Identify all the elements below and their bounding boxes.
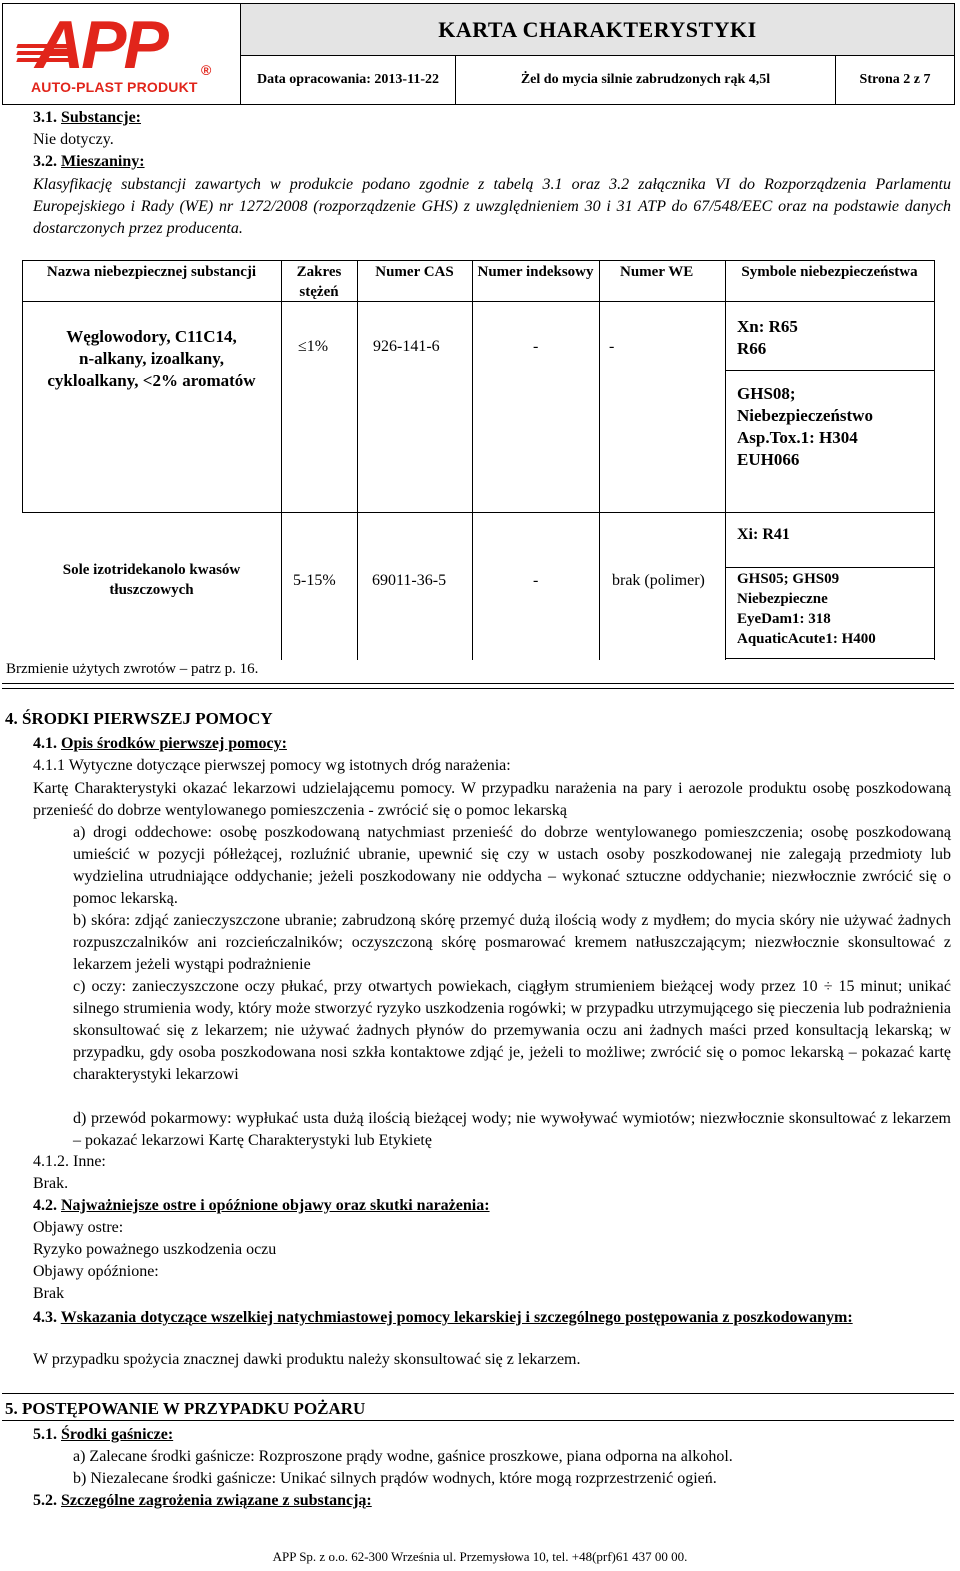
section-3-1-text: Nie dotyczy. <box>33 131 114 148</box>
table-note: Brzmienie użytych zwrotów – patrz p. 16. <box>6 661 259 677</box>
extinguishing-not-recommended: b) Niezalecane środki gaśnicze: Unikać silnych prądów wodnych, które mogą rozprzestrzenić ogień. <box>73 1470 717 1487</box>
first-aid-respiratory: a) drogi oddechowe: osobę poszkodowaną natychmiast przenieść do dobrze wentylowanego pomieszczenia; osobę poszkodowaną umieścić w pozycji półleżącej, rozluźnić ubranie, upewnić się czy w ustach osoby poszkodowanej nie zalegają przedmioty lub wydzielina utrudniające oddychanie; jeżeli poszkodowany nie oddycha – wykonać sztuczne oddychanie; niezwłocznie zwrócić się o pomoc lekarską. <box>73 824 951 907</box>
registered-mark: ® <box>201 62 212 78</box>
section-4-3-heading: 4.3. Wskazania dotyczące wszelkiej natychmiastowej pomocy lekarskiej i szczególnego postępowania z poszkodowanym: <box>33 1309 853 1326</box>
table-row-2-name: Sole izotridekanolo kwasów tłuszczowych <box>62 562 241 598</box>
document-header <box>2 3 955 105</box>
table-row-2-symbols-ghs: GHS05; GHS09 Niebezpieczne EyeDam1: 318 AquaticAcute1: H400 <box>737 571 876 647</box>
section-5-2-heading: 5.2. Szczególne zagrożenia związane z substancją: <box>33 1492 372 1509</box>
section-5-1-heading: 5.1. Środki gaśnicze: <box>33 1426 174 1443</box>
th-conc: Zakres stężeń <box>296 264 342 300</box>
delayed-text: Brak <box>33 1285 65 1302</box>
table-row-1-cas: 926-141-6 <box>373 338 440 355</box>
section-4-title: 4. ŚRODKI PIERWSZEJ POMOCY <box>5 709 273 728</box>
table-row-1-symbols-dsd: Xn: R65 R66 <box>737 317 798 358</box>
first-aid-skin: b) skóra: zdjąć zanieczyszczone ubranie; zabrudzoną skórę przemyć dużą ilością wody z mydłem; do mycia skóry nie używać żadnych rozpuszczalników ani rozcieńczalników; oczyszczoną skórę posmarować kremem natłuszczającym; niezwłocznie skonsultować z lekarzem jeżeli wystąpi podrażnienie <box>73 912 951 973</box>
extinguishing-recommended: a) Zalecane środki gaśnicze: Rozproszone prądy wodne, gaśnice proszkowe, piana odporna na alkohol. <box>73 1448 733 1465</box>
table-row-2-index: - <box>533 572 539 589</box>
section-4-1-heading: 4.1. Opis środków pierwszej pomocy: <box>33 735 287 752</box>
delayed-label: Objawy opóźnione: <box>33 1263 159 1280</box>
table-row-2-we: brak (polimer) <box>612 572 705 589</box>
section-4-1-2-text: Brak. <box>33 1175 69 1192</box>
section-4-1-1: 4.1.1 Wytyczne dotyczące pierwszej pomocy wg istotnych dróg narażenia: <box>33 757 511 774</box>
th-symbols: Symbole niebezpieczeństwa <box>741 264 918 280</box>
table-row-2-cas: 69011-36-5 <box>372 572 447 589</box>
section-3-2-text: Klasyfikację substancji zawartych w produkcie podano zgodnie z tabelą 3.1 oraz 3.2 załącznika VI do Rozporządzenia Parlamentu Europejskiego i Rady (WE) nr 1272/2008 (rozporządzenie GHS) z uwzględnieniem 30 i 31 ATP do 67/548/EEC oraz na podstawie danych dostarczonych przez producenta. <box>33 176 951 237</box>
document-title: KARTA CHARAKTERYSTYKI <box>241 4 954 56</box>
first-aid-eyes: c) oczy: zanieczyszczone oczy płukać, przy otwartych powiekach, ciągłym strumieniem bieżącej wody przez 10 ÷ 15 minut; unikać silnego strumienia wody, który może stworzyć ryzyko uszkodzenia rogówki; w przypadku utrzymującego się pieczenia lub podrażnienia skonsultować się z lekarzem; nie używać żadnych płynów do przemywania oczu ani żadnych maści przed konsultacją lekarską; w przypadku, gdy osoba poszkodowana nosi szkła kontaktowe zdjąć je, jeżeli to możliwe; zwrócić się o pomoc lekarską – pokazać kartę charakterystyki lekarzowi <box>73 978 951 1083</box>
product-name: Żel do mycia silnie zabrudzonych rąk 4,5l <box>456 56 836 104</box>
th-we: Numer WE <box>620 264 694 280</box>
th-index: Numer indeksowy <box>477 264 594 280</box>
table-row-1-index: - <box>533 338 539 355</box>
company-logo <box>3 4 241 104</box>
section-5-title: 5. POSTĘPOWANIE W PRZYPADKU POŻARU <box>5 1399 366 1418</box>
date-prepared: Data opracowania: 2013-11-22 <box>241 56 456 104</box>
logo-main-text: APP <box>35 7 166 83</box>
table-row-1-symbols-ghs: GHS08; Niebezpieczeństwo Asp.Tox.1: H304 EUH066 <box>737 384 873 469</box>
section-4-2-heading: 4.2. Najważniejsze ostre i opóźnione objawy oraz skutki narażenia: <box>33 1197 490 1214</box>
table-row-2-conc: 5-15% <box>293 572 336 589</box>
first-aid-ingestion: d) przewód pokarmowy: wypłukać usta dużą ilością bieżącej wody; nie wywoływać wymiotów; niezwłocznie skonsultować z lekarzem – pokazać lekarzowi Kartę Charakterystyki lub Etykietę <box>73 1110 951 1149</box>
acute-text: Ryzyko poważnego uszkodzenia oczu <box>33 1241 277 1258</box>
table-row-2-symbols-dsd: Xi: R41 <box>737 526 790 543</box>
page-footer: APP Sp. z o.o. 62-300 Września ul. Przemysłowa 10, tel. +48(prf)61 437 00 00. <box>272 1549 688 1564</box>
th-name: Nazwa niebezpiecznej substancji <box>46 264 257 280</box>
table-row-1-conc: ≤1% <box>298 338 329 355</box>
table-row-1-name: Węglowodory, C11C14, n-alkany, izoalkany, cykloalkany, <2% aromatów <box>47 327 256 390</box>
section-4-3-text: W przypadku spożycia znacznej dawki produktu należy skonsultować się z lekarzem. <box>33 1351 581 1368</box>
section-3-1-heading: 3.1. Substancje: <box>33 109 142 126</box>
th-cas: Numer CAS <box>375 264 454 280</box>
section-4-1-2: 4.1.2. Inne: <box>33 1153 106 1170</box>
section-4-intro: Kartę Charakterystyki okazać lekarzowi udzielającemu pomocy. W przypadku narażenia na pary i aerozole produktu osobę poszkodowaną przenieść do dobrze wentylowanego pomieszczenia - zwrócić się o pomoc lekarską <box>33 780 951 819</box>
section-3-2-heading: 3.2. Mieszaniny: <box>33 153 145 170</box>
page-number: Strona 2 z 7 <box>859 72 931 87</box>
acute-label: Objawy ostre: <box>33 1219 124 1236</box>
table-row-1-we: - <box>609 338 615 355</box>
logo-sub-text: AUTO-PLAST PRODUKT <box>31 79 198 95</box>
